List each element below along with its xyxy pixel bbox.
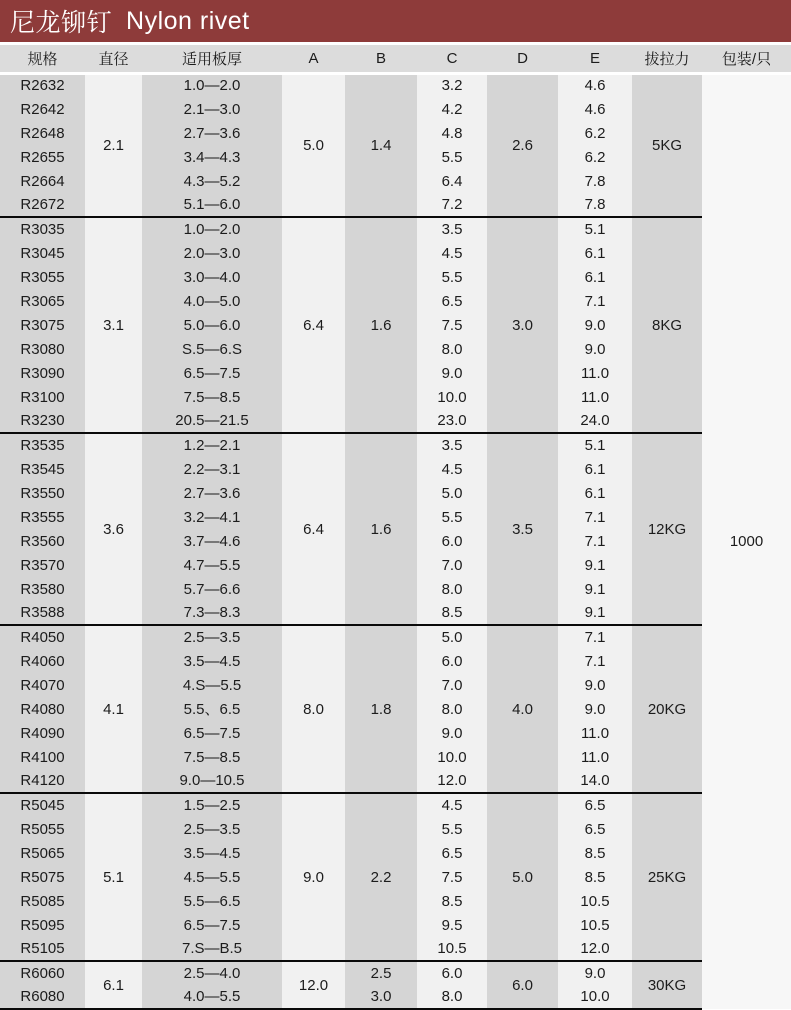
thickness-cell: 2.5—4.0 [142, 961, 282, 985]
e-value-cell: 8.5 [558, 841, 632, 865]
e-value-cell: 7.1 [558, 625, 632, 649]
diameter-cell: 3.6 [85, 433, 142, 625]
table-row [0, 433, 791, 457]
pull-force-cell: 30KG [632, 961, 702, 1009]
thickness-cell: 3.7—4.6 [142, 529, 282, 553]
c-value-cell: 6.0 [417, 529, 487, 553]
spec-cell: R4100 [0, 745, 85, 769]
e-value-cell: 6.1 [558, 481, 632, 505]
c-value-cell: 5.5 [417, 817, 487, 841]
spec-cell: R3550 [0, 481, 85, 505]
thickness-cell: 2.7—3.6 [142, 481, 282, 505]
thickness-cell: 2.5—3.5 [142, 625, 282, 649]
c-value-cell: 4.5 [417, 457, 487, 481]
thickness-cell: 1.0—2.0 [142, 73, 282, 97]
thickness-cell: 6.5—7.5 [142, 721, 282, 745]
spec-cell: R4060 [0, 649, 85, 673]
e-value-cell: 11.0 [558, 721, 632, 745]
c-value-cell: 4.5 [417, 793, 487, 817]
a-value-cell: 6.4 [282, 217, 345, 433]
e-value-cell: 9.0 [558, 337, 632, 361]
spec-cell: R5085 [0, 889, 85, 913]
c-value-cell: 7.5 [417, 865, 487, 889]
spec-cell: R3065 [0, 289, 85, 313]
pull-force-cell: 5KG [632, 73, 702, 217]
c-value-cell: 4.2 [417, 97, 487, 121]
a-value-cell: 8.0 [282, 625, 345, 793]
e-value-cell: 7.8 [558, 169, 632, 193]
spec-cell: R3580 [0, 577, 85, 601]
c-value-cell: 3.5 [417, 217, 487, 241]
e-value-cell: 7.1 [558, 505, 632, 529]
table-header-row [0, 45, 791, 73]
spec-cell: R3090 [0, 361, 85, 385]
spec-cell: R6060 [0, 961, 85, 985]
e-value-cell: 7.1 [558, 649, 632, 673]
b-value-cell: 2.5 [345, 961, 417, 985]
e-value-cell: 6.5 [558, 793, 632, 817]
thickness-cell: 2.0—3.0 [142, 241, 282, 265]
d-value-cell: 3.5 [487, 433, 558, 625]
c-value-cell: 7.2 [417, 193, 487, 217]
c-value-cell: 5.5 [417, 265, 487, 289]
thickness-cell: S.5—6.S [142, 337, 282, 361]
c-value-cell: 10.0 [417, 385, 487, 409]
e-value-cell: 4.6 [558, 73, 632, 97]
spec-cell: R3570 [0, 553, 85, 577]
thickness-cell: 1.5—2.5 [142, 793, 282, 817]
spec-cell: R5075 [0, 865, 85, 889]
e-value-cell: 11.0 [558, 385, 632, 409]
thickness-cell: 6.5—7.5 [142, 913, 282, 937]
c-value-cell: 10.0 [417, 745, 487, 769]
thickness-cell: 5.7—6.6 [142, 577, 282, 601]
b-value-cell: 1.4 [345, 73, 417, 217]
column-header-a: A [282, 45, 345, 73]
c-value-cell: 5.0 [417, 481, 487, 505]
a-value-cell: 9.0 [282, 793, 345, 961]
e-value-cell: 6.1 [558, 457, 632, 481]
spec-cell: R3560 [0, 529, 85, 553]
spec-cell: R2672 [0, 193, 85, 217]
c-value-cell: 5.5 [417, 505, 487, 529]
column-header-e: E [558, 45, 632, 73]
c-value-cell: 7.5 [417, 313, 487, 337]
thickness-cell: 2.5—3.5 [142, 817, 282, 841]
e-value-cell: 6.1 [558, 265, 632, 289]
e-value-cell: 9.0 [558, 673, 632, 697]
e-value-cell: 12.0 [558, 937, 632, 961]
packaging-cell: 1000 [702, 73, 791, 1009]
b-value-cell: 1.6 [345, 217, 417, 433]
e-value-cell: 8.5 [558, 865, 632, 889]
spec-cell: R2648 [0, 121, 85, 145]
d-value-cell: 2.6 [487, 73, 558, 217]
d-value-cell: 6.0 [487, 961, 558, 1009]
table-row [0, 793, 791, 817]
c-value-cell: 8.5 [417, 601, 487, 625]
thickness-cell: 2.2—3.1 [142, 457, 282, 481]
column-header-thickness: 适用板厚 [142, 45, 282, 73]
spec-cell: R5065 [0, 841, 85, 865]
spec-cell: R2655 [0, 145, 85, 169]
thickness-cell: 20.5—21.5 [142, 409, 282, 433]
c-value-cell: 6.0 [417, 961, 487, 985]
e-value-cell: 14.0 [558, 769, 632, 793]
column-header-b: B [345, 45, 417, 73]
c-value-cell: 9.5 [417, 913, 487, 937]
c-value-cell: 8.0 [417, 985, 487, 1009]
spec-cell: R4070 [0, 673, 85, 697]
e-value-cell: 6.2 [558, 121, 632, 145]
a-value-cell: 6.4 [282, 433, 345, 625]
thickness-cell: 1.0—2.0 [142, 217, 282, 241]
spec-cell: R3230 [0, 409, 85, 433]
c-value-cell: 10.5 [417, 937, 487, 961]
table-row [0, 961, 791, 985]
rivet-table-body [0, 73, 791, 1009]
e-value-cell: 9.1 [558, 601, 632, 625]
e-value-cell: 9.0 [558, 697, 632, 721]
e-value-cell: 5.1 [558, 217, 632, 241]
spec-cell: R4080 [0, 697, 85, 721]
c-value-cell: 8.5 [417, 889, 487, 913]
thickness-cell: 6.5—7.5 [142, 361, 282, 385]
thickness-cell: 4.3—5.2 [142, 169, 282, 193]
page-title-en: Nylon rivet [126, 6, 250, 35]
thickness-cell: 1.2—2.1 [142, 433, 282, 457]
d-value-cell: 3.0 [487, 217, 558, 433]
thickness-cell: 3.4—4.3 [142, 145, 282, 169]
c-value-cell: 6.5 [417, 841, 487, 865]
b-value-cell: 2.2 [345, 793, 417, 961]
spec-cell: R3055 [0, 265, 85, 289]
c-value-cell: 4.8 [417, 121, 487, 145]
c-value-cell: 6.4 [417, 169, 487, 193]
pull-force-cell: 25KG [632, 793, 702, 961]
thickness-cell: 7.5—8.5 [142, 385, 282, 409]
thickness-cell: 5.5、6.5 [142, 697, 282, 721]
spec-cell: R5055 [0, 817, 85, 841]
thickness-cell: 5.5—6.5 [142, 889, 282, 913]
spec-cell: R5105 [0, 937, 85, 961]
e-value-cell: 10.5 [558, 889, 632, 913]
c-value-cell: 7.0 [417, 673, 487, 697]
e-value-cell: 10.5 [558, 913, 632, 937]
thickness-cell: 7.S—B.5 [142, 937, 282, 961]
e-value-cell: 24.0 [558, 409, 632, 433]
e-value-cell: 10.0 [558, 985, 632, 1009]
thickness-cell: 4.0—5.5 [142, 985, 282, 1009]
c-value-cell: 5.0 [417, 625, 487, 649]
column-header-packaging: 包装/只 [702, 45, 791, 73]
diameter-cell: 5.1 [85, 793, 142, 961]
c-value-cell: 6.5 [417, 289, 487, 313]
pull-force-cell: 20KG [632, 625, 702, 793]
b-value-cell: 3.0 [345, 985, 417, 1009]
table-row [0, 73, 791, 97]
c-value-cell: 9.0 [417, 721, 487, 745]
thickness-cell: 4.0—5.0 [142, 289, 282, 313]
table-row [0, 217, 791, 241]
d-value-cell: 5.0 [487, 793, 558, 961]
table-row [0, 625, 791, 649]
c-value-cell: 9.0 [417, 361, 487, 385]
e-value-cell: 4.6 [558, 97, 632, 121]
spec-cell: R3588 [0, 601, 85, 625]
spec-cell: R3080 [0, 337, 85, 361]
a-value-cell: 12.0 [282, 961, 345, 1009]
c-value-cell: 6.0 [417, 649, 487, 673]
thickness-cell: 3.2—4.1 [142, 505, 282, 529]
c-value-cell: 4.5 [417, 241, 487, 265]
e-value-cell: 9.1 [558, 553, 632, 577]
a-value-cell: 5.0 [282, 73, 345, 217]
thickness-cell: 4.7—5.5 [142, 553, 282, 577]
spec-cell: R3045 [0, 241, 85, 265]
pull-force-cell: 12KG [632, 433, 702, 625]
e-value-cell: 9.0 [558, 313, 632, 337]
column-header-spec: 规格 [0, 45, 85, 73]
e-value-cell: 7.1 [558, 289, 632, 313]
spec-cell: R3555 [0, 505, 85, 529]
spec-cell: R4050 [0, 625, 85, 649]
thickness-cell: 2.1—3.0 [142, 97, 282, 121]
diameter-cell: 4.1 [85, 625, 142, 793]
e-value-cell: 11.0 [558, 745, 632, 769]
thickness-cell: 2.7—3.6 [142, 121, 282, 145]
spec-cell: R6080 [0, 985, 85, 1009]
page-title-zh: 尼龙铆钉 [10, 9, 113, 37]
e-value-cell: 7.1 [558, 529, 632, 553]
thickness-cell: 4.S—5.5 [142, 673, 282, 697]
spec-cell: R2632 [0, 73, 85, 97]
spec-cell: R3075 [0, 313, 85, 337]
c-value-cell: 5.5 [417, 145, 487, 169]
spec-cell: R3100 [0, 385, 85, 409]
c-value-cell: 12.0 [417, 769, 487, 793]
spec-cell: R2664 [0, 169, 85, 193]
diameter-cell: 3.1 [85, 217, 142, 433]
spec-cell: R3035 [0, 217, 85, 241]
spec-cell: R2642 [0, 97, 85, 121]
thickness-cell: 3.5—4.5 [142, 841, 282, 865]
thickness-cell: 4.5—5.5 [142, 865, 282, 889]
d-value-cell: 4.0 [487, 625, 558, 793]
thickness-cell: 9.0—10.5 [142, 769, 282, 793]
c-value-cell: 3.2 [417, 73, 487, 97]
thickness-cell: 5.1—6.0 [142, 193, 282, 217]
thickness-cell: 3.0—4.0 [142, 265, 282, 289]
spec-cell: R4090 [0, 721, 85, 745]
diameter-cell: 6.1 [85, 961, 142, 1009]
e-value-cell: 9.1 [558, 577, 632, 601]
title-bar [0, 0, 791, 42]
e-value-cell: 6.2 [558, 145, 632, 169]
spec-cell: R3545 [0, 457, 85, 481]
c-value-cell: 8.0 [417, 337, 487, 361]
thickness-cell: 7.5—8.5 [142, 745, 282, 769]
column-header-diameter: 直径 [85, 45, 142, 73]
thickness-cell: 5.0—6.0 [142, 313, 282, 337]
e-value-cell: 6.5 [558, 817, 632, 841]
b-value-cell: 1.6 [345, 433, 417, 625]
diameter-cell: 2.1 [85, 73, 142, 217]
column-header-d: D [487, 45, 558, 73]
e-value-cell: 11.0 [558, 361, 632, 385]
column-header-c: C [417, 45, 487, 73]
c-value-cell: 8.0 [417, 577, 487, 601]
column-header-pull-force: 拔拉力 [632, 45, 702, 73]
c-value-cell: 8.0 [417, 697, 487, 721]
spec-cell: R5095 [0, 913, 85, 937]
e-value-cell: 9.0 [558, 961, 632, 985]
b-value-cell: 1.8 [345, 625, 417, 793]
rivet-spec-table [0, 45, 791, 1010]
thickness-cell: 7.3—8.3 [142, 601, 282, 625]
spec-cell: R3535 [0, 433, 85, 457]
spec-cell: R4120 [0, 769, 85, 793]
spec-cell: R5045 [0, 793, 85, 817]
c-value-cell: 3.5 [417, 433, 487, 457]
e-value-cell: 6.1 [558, 241, 632, 265]
c-value-cell: 23.0 [417, 409, 487, 433]
e-value-cell: 7.8 [558, 193, 632, 217]
c-value-cell: 7.0 [417, 553, 487, 577]
thickness-cell: 3.5—4.5 [142, 649, 282, 673]
pull-force-cell: 8KG [632, 217, 702, 433]
e-value-cell: 5.1 [558, 433, 632, 457]
